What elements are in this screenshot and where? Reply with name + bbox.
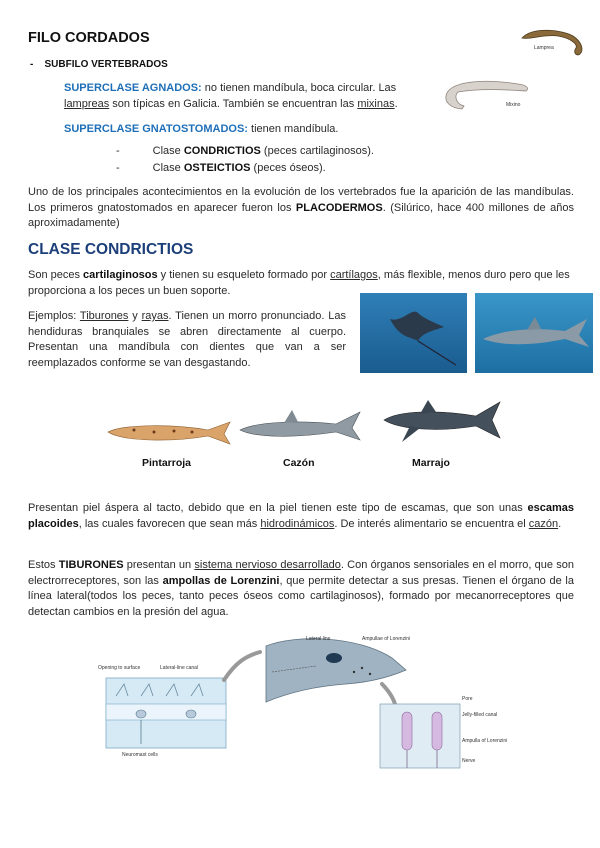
p4-text-3: . Con órganos sensoriales en el morro, que son electrorreceptores, son las bbox=[28, 559, 574, 587]
p4-text-2: presentan un bbox=[123, 559, 195, 571]
lateral-line-diagram bbox=[96, 632, 508, 778]
agnados-text-1: no tienen mandíbula, boca circular. Las bbox=[201, 82, 397, 94]
gnatos-paragraph bbox=[64, 122, 338, 138]
p3-text-4: . bbox=[558, 517, 562, 530]
p1-text-1: Son peces bbox=[28, 269, 84, 281]
escamas-placoides: escamas placoides bbox=[28, 502, 574, 530]
subtitle-bullet: - bbox=[30, 59, 34, 70]
p1-text-2: y tienen su esqueleto formado por bbox=[157, 269, 331, 281]
intro-text-1: Uno de los principales acontecimientos en la evolución de los vertebrados fue la aparición de las mandíbulas. Los primeros gnatostomados en aparecer fueron los bbox=[28, 186, 574, 214]
clase-pre: Clase bbox=[152, 145, 184, 157]
escamas-paragraph bbox=[28, 501, 574, 532]
clase-name: CONDRICTIOS bbox=[183, 145, 261, 157]
lamprea-label: Lamprea bbox=[534, 45, 554, 51]
shark-photo bbox=[475, 293, 593, 373]
agnados-label: SUPERCLASE AGNADOS: bbox=[64, 82, 202, 94]
intro-paragraph bbox=[28, 185, 574, 232]
rayas: rayas bbox=[141, 310, 169, 322]
cazon-image bbox=[236, 406, 366, 450]
label-pore: Pore bbox=[462, 696, 473, 702]
clase-name: OSTEICTIOS bbox=[183, 162, 251, 174]
gnatos-label: SUPERCLASE GNATOSTOMADOS: bbox=[64, 123, 248, 135]
mixino-image bbox=[440, 74, 535, 114]
sistema-nervioso: sistema nervioso desarrollado bbox=[194, 559, 341, 571]
tiburones: Tiburones bbox=[79, 310, 129, 322]
p4-text-4: , que permite detectar a sus presas. Tienen el órgano de la línea lateral(todos los peces, tanto peces óseos como cartilaginosos), formado por mecanorreceptores que detectan cambios en la presión del agua. bbox=[28, 574, 574, 618]
label-ampullae: Ampullae of Lorenzini bbox=[362, 636, 411, 642]
ampollas-lorenzini: ampollas de Lorenzini bbox=[162, 574, 280, 587]
ejemplos-paragraph bbox=[28, 309, 346, 371]
subtitle-text: SUBFILO VERTEBRADOS bbox=[44, 59, 168, 70]
page-title: FILO CORDADOS bbox=[28, 30, 150, 46]
hidrodinamicos: hidrodinámicos bbox=[260, 517, 335, 530]
clase-pre: Clase bbox=[152, 162, 184, 174]
clase-post: (peces óseos). bbox=[250, 162, 326, 174]
agnados-text-2: son típicas en Galicia. También se encuentran las bbox=[109, 97, 358, 110]
agnados-text-3: . bbox=[394, 97, 398, 110]
label-ampulla: Ampulla of Lorenzini bbox=[462, 738, 508, 744]
label-opening: Opening to surface bbox=[98, 665, 141, 671]
cartilaginosos: cartilaginosos bbox=[83, 269, 158, 281]
ray-photo bbox=[360, 293, 467, 373]
p3-text-3: . De interés alimentario se encuentra el bbox=[334, 517, 529, 530]
p4-text-1: Estos bbox=[28, 559, 59, 571]
gnatos-text: tienen mandíbula. bbox=[247, 123, 339, 135]
p3-text-1: Presentan piel áspera al tacto, debido que en la piel tienen este tipo de escamas, que son unas bbox=[28, 502, 528, 514]
label-lateral-line: Lateral line bbox=[306, 636, 331, 642]
fish-label-cazon: Cazón bbox=[283, 457, 315, 469]
fish-label-marrajo: Marrajo bbox=[412, 457, 450, 469]
clase-item bbox=[116, 144, 374, 160]
fish-label-pintarroja: Pintarroja bbox=[142, 457, 192, 469]
clase-dash: - bbox=[116, 162, 120, 174]
cazon-link: cazón bbox=[528, 517, 559, 530]
placodermos: PLACODERMOS bbox=[295, 201, 383, 214]
p2-text-2: y bbox=[128, 310, 142, 322]
mixino-label: Mixino bbox=[506, 102, 521, 108]
p2-text-1: Ejemplos: bbox=[28, 310, 80, 322]
clase-post: (peces cartilaginosos). bbox=[260, 145, 374, 157]
label-lateral-canal: Lateral-line canal bbox=[160, 665, 199, 671]
tiburones-paragraph bbox=[28, 558, 574, 620]
subtitle bbox=[30, 59, 168, 70]
tiburones-bold: TIBURONES bbox=[58, 559, 124, 571]
p2-text-3: . Tienen un morro pronunciado. Las hendiduras branquiales se abren directamente al cuerpo. Presentan una mandíbula con dientes que van a ser reemplazados conforme se van desgastando. bbox=[28, 310, 346, 369]
p3-text-2: , las cuales favorecen que sean más bbox=[78, 517, 261, 530]
label-jelly: Jelly-filled canal bbox=[462, 712, 498, 718]
p1-text-3: , más flexible, menos duro pero que les proporciona a los peces un buen soporte. bbox=[28, 269, 570, 297]
label-nerve: Nerve bbox=[462, 758, 476, 764]
lampreas-link: lampreas bbox=[64, 97, 110, 110]
pintarroja-image bbox=[104, 416, 234, 450]
clase-item bbox=[116, 161, 326, 177]
clase-dash: - bbox=[116, 145, 120, 157]
label-neuromast: Neuromast cells bbox=[122, 752, 158, 758]
marrajo-image bbox=[380, 398, 505, 448]
agnados-paragraph bbox=[64, 81, 444, 112]
section-heading: CLASE CONDRICTIOS bbox=[28, 241, 194, 258]
cartilagos: cartílagos bbox=[330, 269, 378, 281]
mixinas-link: mixinas bbox=[357, 97, 395, 110]
intro-text-2: . (Silúrico, hace 400 millones de años aproximadamente) bbox=[28, 201, 574, 229]
lamprea-image bbox=[518, 26, 588, 58]
